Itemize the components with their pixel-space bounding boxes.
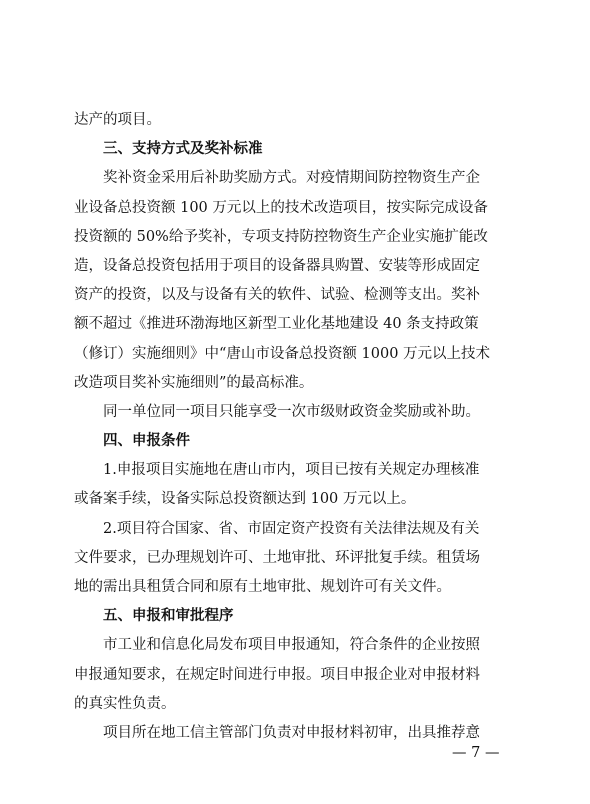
body-text-line: 申报通知要求，在规定时间进行申报。项目申报企业对申报材料 [74, 666, 480, 683]
section-heading-4: 四、申报条件 [103, 433, 190, 450]
body-text-line: 投资额的 50%给予奖补，专项支持防控物资生产企业实施扩能改 [74, 228, 488, 245]
body-text-line: 市工业和信息化局发布项目申报通知，符合条件的企业按照 [103, 637, 480, 654]
body-text-line: 同一单位同一项目只能享受一次市级财政资金奖励或补助。 [103, 403, 480, 420]
body-text-line: 地的需出具租赁合同和原有土地审批、规划许可有关文件。 [74, 579, 451, 595]
body-text-line: 业设备总投资额 100 万元以上的技术改造项目，按实际完成设备 [74, 199, 488, 216]
body-text-line: 奖补资金采用后补助奖励方式。对疫情期间防控物资生产企 [103, 170, 480, 187]
body-text-line: 1.申报项目实施地在唐山市内，项目已按有关规定办理核准 [103, 462, 480, 479]
body-text-line: 资产的投资，以及与设备有关的软件、试验、检测等支出。奖补 [74, 287, 480, 304]
body-text-line: 达产的项目。 [74, 112, 161, 128]
body-text-line: 改造项目奖补实施细则”的最高标准。 [74, 374, 314, 391]
section-heading-5: 五、申报和审批程序 [103, 608, 234, 625]
body-text-line: 或备案手续，设备实际总投资额达到 100 万元以上。 [74, 491, 416, 508]
body-text-line: 2.项目符合国家、省、市固定资产投资有关法律法规及有关 [103, 520, 480, 537]
body-text-line: 项目所在地工信主管部门负责对申报材料初审，出具推荐意 [103, 724, 480, 741]
body-text-line: 的真实性负责。 [74, 695, 176, 712]
page-number: — 7 — [452, 745, 500, 761]
body-text-line: （修订）实施细则》中“唐山市设备总投资额 1000 万元以上技术 [74, 345, 491, 362]
body-text-line: 文件要求，已办理规划许可、土地审批、环评批复手续。租赁场 [74, 549, 480, 566]
body-text-line: 造，设备总投资包括用于项目的设备器具购置、安装等形成固定 [74, 257, 480, 274]
section-heading-3: 三、支持方式及奖补标准 [103, 141, 263, 158]
document-body [74, 106, 520, 748]
body-text-line: 额不超过《推进环渤海地区新型工业化基地建设 40 条支持政策 [74, 316, 479, 333]
